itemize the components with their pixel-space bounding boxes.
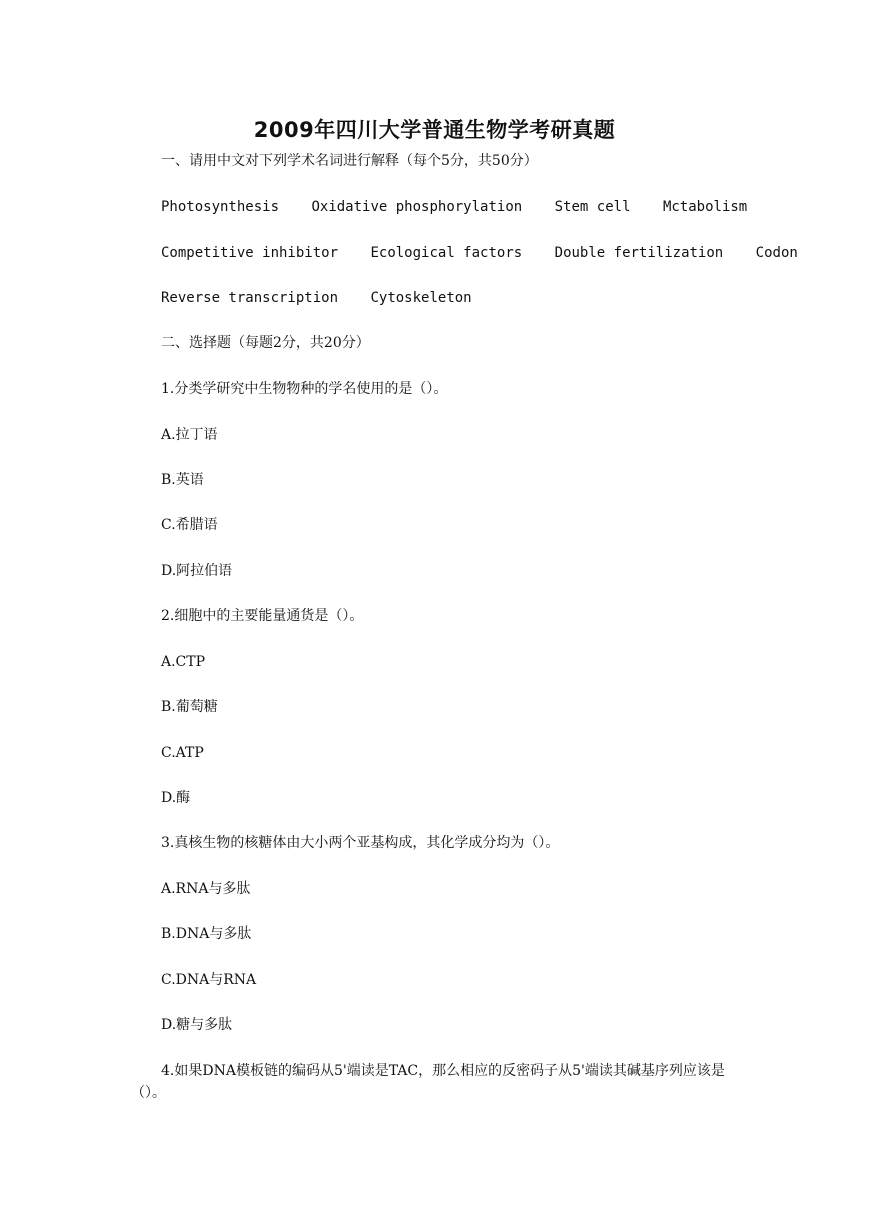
term: Ecological factors [370, 245, 523, 261]
term: Cytoskeleton [370, 290, 472, 306]
term: Oxidative phosphorylation [311, 199, 523, 215]
question-3-option: B.DNA与多肽 [161, 926, 252, 942]
question-3-option: C.DNA与RNA [161, 972, 257, 988]
question-2-option: C.ATP [161, 745, 204, 761]
question-3-stem: 3.真核生物的核糖体由大小两个亚基构成，其化学成分均为（）。 [161, 835, 560, 851]
term: Photosynthesis [161, 199, 280, 215]
section2-heading: 二、选择题（每题2分，共20分） [161, 335, 370, 351]
question-1-option: B.英语 [161, 472, 204, 488]
question-1-option: C.希腊语 [161, 517, 218, 533]
question-1-option: A.拉丁语 [161, 427, 218, 443]
term: Competitive inhibitor [161, 245, 339, 261]
question-4-stem: 4.如果DNA模板链的编码从5'端读是TAC，那么相应的反密码子从5'端读其碱基序列应该是（）。 [131, 1063, 725, 1101]
term: Double fertilization [554, 245, 724, 261]
question-2-option: D.酶 [161, 790, 191, 806]
term: Reverse transcription [161, 290, 339, 306]
question-1-option: D.阿拉伯语 [161, 563, 233, 579]
term: Codon [755, 245, 798, 261]
question-3-option: D.糖与多肽 [161, 1017, 233, 1033]
term: Stem cell [554, 199, 631, 215]
question-1-stem: 1.分类学研究中生物物种的学名使用的是（）。 [161, 381, 448, 397]
question-2-stem: 2.细胞中的主要能量通货是（）。 [161, 608, 364, 624]
question-2-option: A.CTP [161, 654, 206, 670]
question-3-option: A.RNA与多肽 [161, 881, 251, 897]
term: Mctabolism [662, 199, 748, 215]
question-2-option: B.葡萄糖 [161, 699, 218, 715]
page-title: 2009年四川大学普通生物学考研真题 [253, 118, 616, 142]
section1-heading: 一、请用中文对下列学术名词进行解释（每个5分，共50分） [161, 153, 538, 169]
terms-row-1 [161, 198, 747, 216]
terms-row-2 [161, 244, 798, 262]
terms-row-3 [161, 289, 472, 307]
